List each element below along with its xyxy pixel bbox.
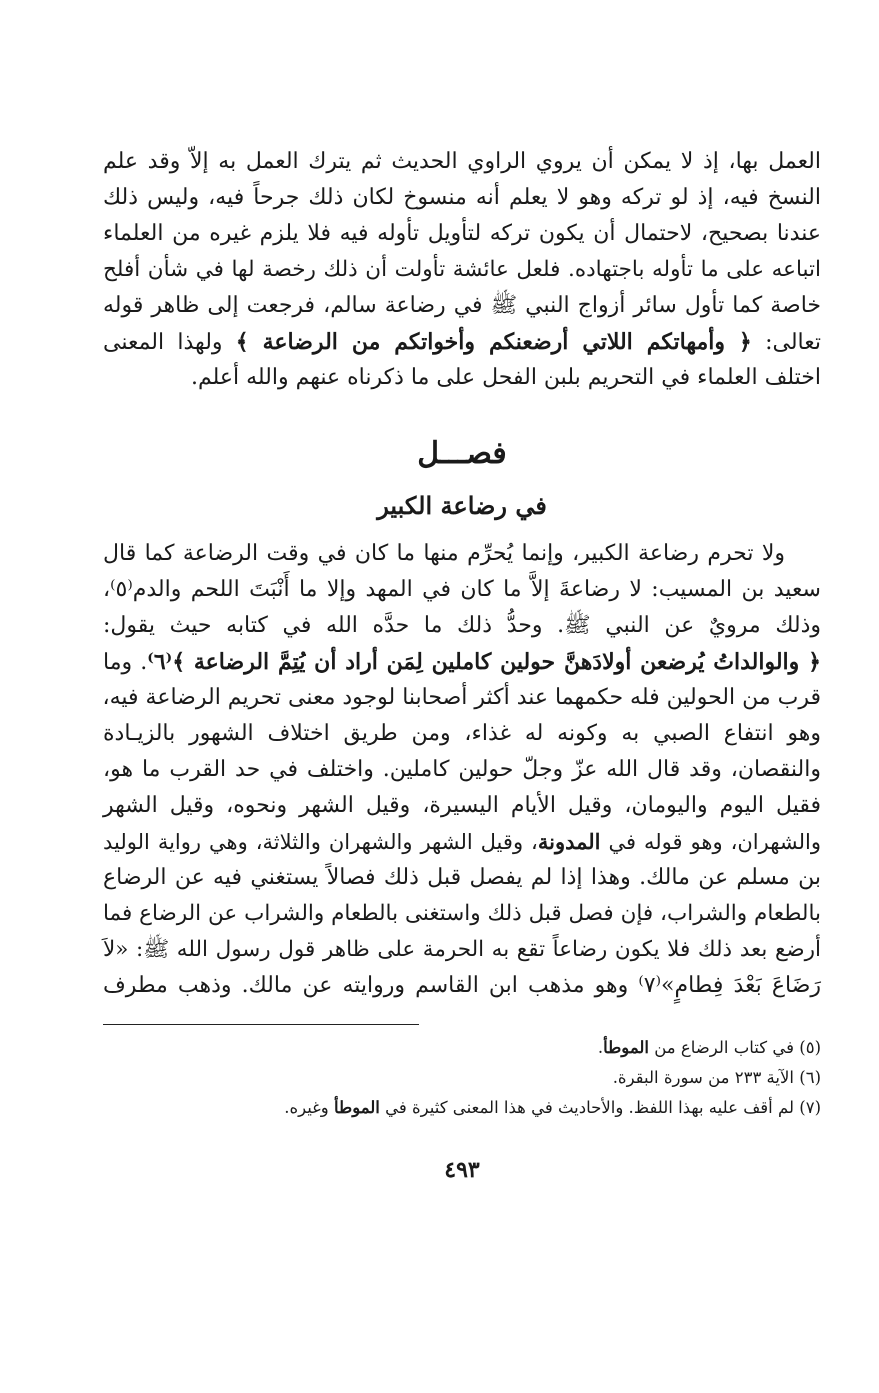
text-fragment: . وما: [103, 650, 148, 675]
footnote-separator: [103, 1024, 419, 1025]
footnote-text: وغيره.: [284, 1098, 335, 1117]
footnote: [103, 1063, 821, 1093]
footnote-text: .: [597, 1038, 604, 1057]
book-title: المدونة: [537, 829, 601, 854]
text-line: عندنا بصحيح، لاحتمال أن يكون تركه لتأويل تأوله فيه فلا يلزم غيره من العلماء: [103, 221, 821, 246]
footnote: [103, 1033, 821, 1063]
book-title: الموطأ: [603, 1038, 649, 1057]
text-line-with-verse: [103, 644, 821, 680]
footnotes: [103, 1033, 821, 1123]
text-line: النسخ فيه، إذ لو تركه وهو لا يعلم أنه منسوخ لكان ذلك جرحاً فيه، وليس ذلك: [103, 185, 821, 210]
text-line: ولا تحرم رضاعة الكبير، وإنما يُحرِّم منها ما كان في وقت الرضاعة كما قال: [103, 541, 785, 566]
text-line: اتباعه على ما تأوله باجتهاده. فلعل عائشة تأولت أن ذلك رخصة لها في شأن أفلح: [103, 257, 821, 282]
footnote-separator-wrap: [103, 1024, 821, 1025]
text-line: بن مسلم عن مالك. وهذا إذا لم يفصل قبل ذلك فصالاً يستغني فيه عن الرضاع: [103, 865, 821, 890]
text-fragment: ، وقيل الشهر والشهران والثلاثة، وهي رواية الوليد: [103, 830, 538, 854]
text-line: وهو انتفاع الصبي به وكونه له غذاء، ومن طريق اختلاف الشهور بالزيـادة: [103, 721, 821, 746]
paragraph-1: [103, 144, 821, 396]
page-number: ٤٩٣: [444, 1157, 480, 1183]
text-line-with-bold: [103, 824, 821, 860]
quran-verse: ﴿ وأمهاتكم اللاتي أرضعنكم وأخواتكم من الرضاعة ﴾: [235, 329, 752, 355]
book-title: الموطأ: [334, 1098, 380, 1117]
text-fragment: ولهذا المعنى: [103, 330, 236, 355]
footnote-text: (٥) في كتاب الرضاع من: [648, 1038, 821, 1057]
text-fragment: تعالى:: [751, 330, 821, 355]
footnote: [103, 1093, 821, 1123]
footnote-text: (٧) لم أقف عليه بهذا اللفظ. والأحاديث في هذا المعنى كثيرة في: [379, 1098, 821, 1117]
text-line: والنقصان، وقد قال الله عزّ وجلّ حولين كاملين. واختلف في حد القرب ما هو،: [103, 757, 821, 782]
text-line: وذلك مرويٌ عن النبي ﷺ. وحدُّ ذلك ما حدَّه الله في كتابه حيث يقول:: [103, 613, 821, 638]
text-line: سعيد بن المسيب: لا رضاعةَ إلاَّ ما كان في المهد وإلا ما أَنْبَتَ اللحم والدم⁽٥⁾،: [103, 577, 821, 602]
page-body: [103, 138, 821, 1183]
text-line: خاصة كما تأول سائر أزواج النبي ﷺ في رضاعة سالم، فرجعت إلى ظاهر قوله: [103, 293, 821, 318]
paragraph-2: [103, 536, 821, 1004]
footnote-text: (٦) الآية ٢٣٣ من سورة البقرة.: [612, 1068, 821, 1087]
text-line: بالطعام والشراب، فإن فصل قبل ذلك واستغنى بالطعام والشراب عن الرضاع فما: [103, 901, 821, 926]
text-line: قرب من الحولين فله حكمهما عند أكثر أصحابنا لوجود معنى تحريم الرضاعة فيه،: [102, 685, 821, 710]
section-subheading: في رضاعة الكبير: [377, 491, 547, 520]
quran-verse: ﴿ والوالداتُ يُرضعن أولادَهنَّ حولين كاملين لِمَن أراد أن يُتِمَّ الرضاعة ﴾⁽٦⁾: [147, 649, 821, 675]
text-line-with-verse: [103, 324, 821, 360]
text-line: اختلف العلماء في التحريم بلبن الفحل على ما ذكرناه عنهم والله أعلم.: [190, 365, 821, 390]
text-line: فقيل اليوم واليومان، وقيل الأيام اليسيرة، وقيل الشهر ونحوه، وقيل الشهر: [103, 793, 821, 818]
text-line: أرضع بعد ذلك فلا يكون رضاعاً تقع به الحرمة على ظاهر قول رسول الله ﷺ: «لاَ: [103, 937, 821, 962]
text-line: العمل بها، إذ لا يمكن أن يروي الراوي الحديث ثم يترك العمل به إلاّ وقد علم: [103, 149, 821, 174]
text-fragment: والشهران، وهو قوله في: [600, 830, 821, 854]
section-heading: فصـــل: [417, 436, 507, 471]
text-line: رَضَاعَ بَعْدَ فِطامٍ»⁽٧⁾ وهو مذهب ابن القاسم وروايته عن مالك. وذهب مطرف: [103, 973, 822, 998]
